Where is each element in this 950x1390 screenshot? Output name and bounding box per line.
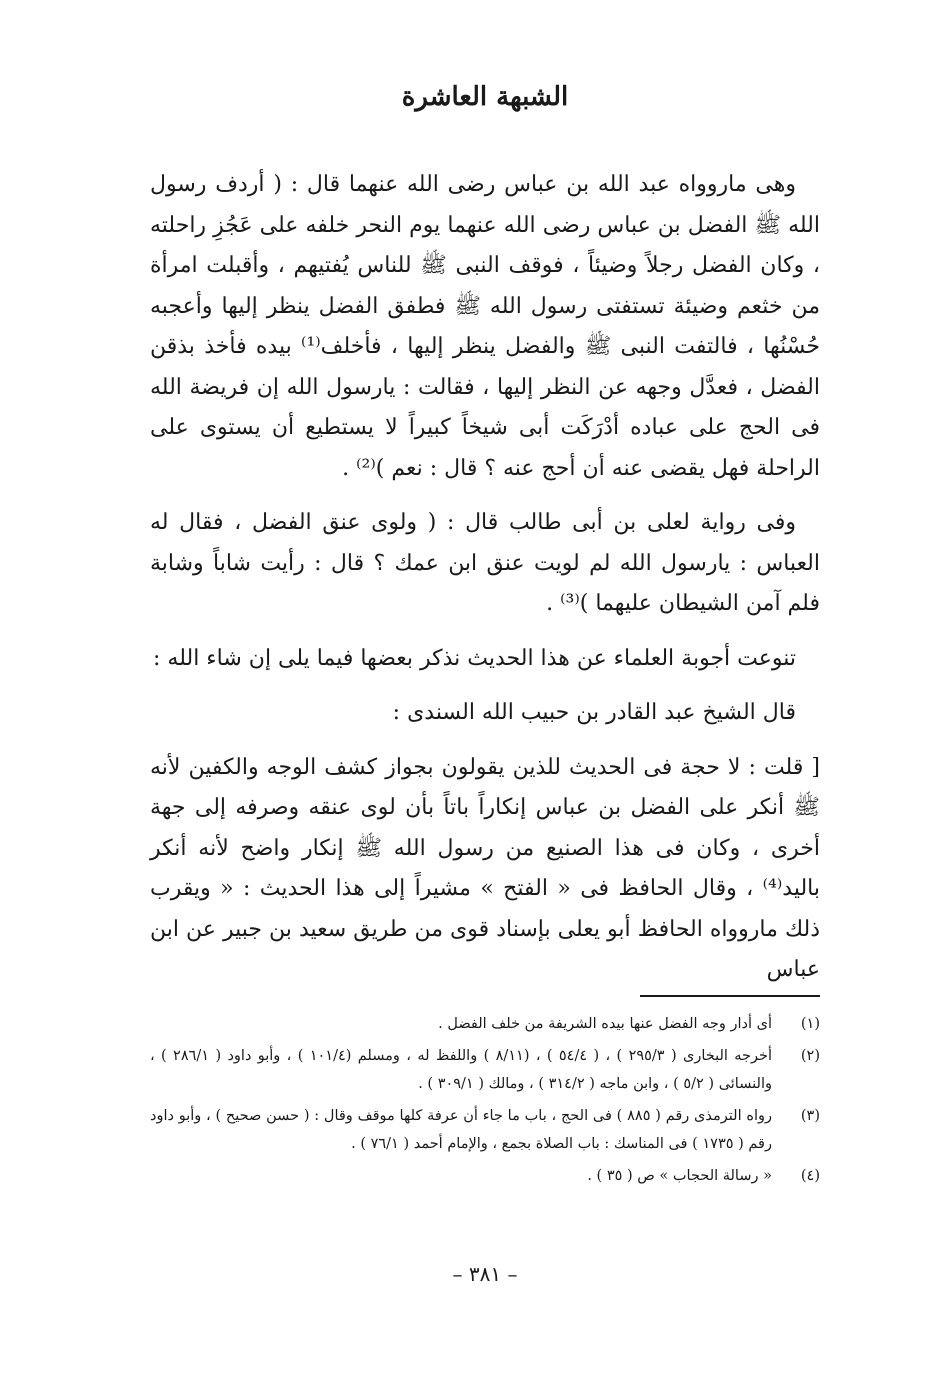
footnote-number: (٣) [800, 1108, 820, 1124]
paragraph-sindi-quote: [ قلت : لا حجة فى الحديث للذين يقولون بجواز كشف الوجه والكفين لأنه ﷺ أنكر على الفضل بن عباس إنكاراً باتاً بأن لوى عنقه وصرفه إلى جهة أخرى ، وكان فى هذا الصنيع من رسول الله ﷺ إنكار واضح لأنه أنكر باليد⁽⁴⁾ ، وقال الحافظ فى « الفتح » مشيراً إلى هذا الحديث : « ويقرب ذلك ماروواه الحافظ أبو يعلى بإسناد قوى من طريق سعيد بن جبير عن ابن عباس [150, 754, 820, 982]
footnotes [150, 1010, 820, 1194]
paragraph-hadith: وهى ماروواه عبد الله بن عباس رضى الله عنهما قال : ( أردف رسول الله ﷺ الفضل بن عباس رضى الله عنهما يوم النحر خلفه على عَجُزِ راحلته ، وكان الفضل رجلاً وضيئاً ، فوقف النبى ﷺ للناس يُفتيهم ، وأقبلت امرأة من خثعم وضيئة تستفتى رسول الله ﷺ فطفق الفضل ينظر إليها وأعجبه حُسْنُها ، فالتفت النبى ﷺ والفضل ينظر إليها ، فأخلف⁽¹⁾ بيده فأخذ بذقن الفضل ، فعدَّل وجهه عن النظر إليها ، فقالت : يارسول الله إن فريضة الله فى الحج على عباده أدْرَكَت أبى شيخاً كبيراً لا يستطيع أن يستوى على الراحلة فهل يقضى عنه أن أحج عنه ؟ قال : نعم )⁽²⁾ . [150, 172, 820, 481]
footnote-text: أخرجه البخارى ( ٢٩٥/٣ ) ، ( ٥٤/٤ ) ، (٨/١١ ) واللفظ له ، ومسلم (١٠١/٤ ) ، وأبو داود ( ٢٨٦/١ ) ، والنسائى ( ٥/٢ ) ، وابن ماجه ( ٣١٤/٢ ) ، ومالك ( ٣٠٩/١ ) . [150, 1048, 773, 1092]
footnote [150, 1162, 820, 1190]
page-title: الشبهة العاشرة [401, 82, 569, 112]
footnote-number: (١) [800, 1016, 820, 1032]
paragraph-scholars-answers: تنوعت أجوبة العلماء عن هذا الحديث نذكر بعضها فيما يلى إن شاء الله : [153, 645, 796, 671]
footnote-number: (٤) [800, 1168, 820, 1184]
footnote-text: « رسالة الحجاب » ص ( ٣٥ ) . [587, 1168, 772, 1184]
paragraph-sindi-intro: قال الشيخ عبد القادر بن حبيب الله السندى : [392, 700, 796, 725]
footnote-separator [640, 995, 820, 997]
paragraph-ali-narration: وفى رواية لعلى بن أبى طالب قال : ( ولوى عنق الفضل ، فقال له العباس : يارسول الله لم لويت عنق ابن عمك ؟ قال : رأيت شاباً وشابة فلم آمن الشيطان عليهما )⁽³⁾ . [150, 510, 820, 616]
footnote-text: رواه الترمذى رقم ( ٨٨٥ ) فى الحج ، باب ما جاء أن عرفة كلها موقف وقال : ( حسن صحيح ) ، وأبو داود رقم ( ١٧٣٥ ) فى المناسك : باب الصلاة بجمع ، والإمام أحمد ( ٧٦/١ ) . [150, 1108, 773, 1152]
body-text [150, 165, 820, 1005]
footnote [150, 1010, 820, 1038]
footnote [150, 1042, 820, 1098]
footnote-text: أى أدار وجه الفضل عنها بيده الشريفة من خلف الفضل . [438, 1016, 772, 1032]
footnote [150, 1102, 820, 1158]
book-page [150, 0, 820, 1390]
page-number: – ٣٨١ – [452, 1262, 518, 1286]
footnote-number: (٢) [800, 1048, 820, 1064]
